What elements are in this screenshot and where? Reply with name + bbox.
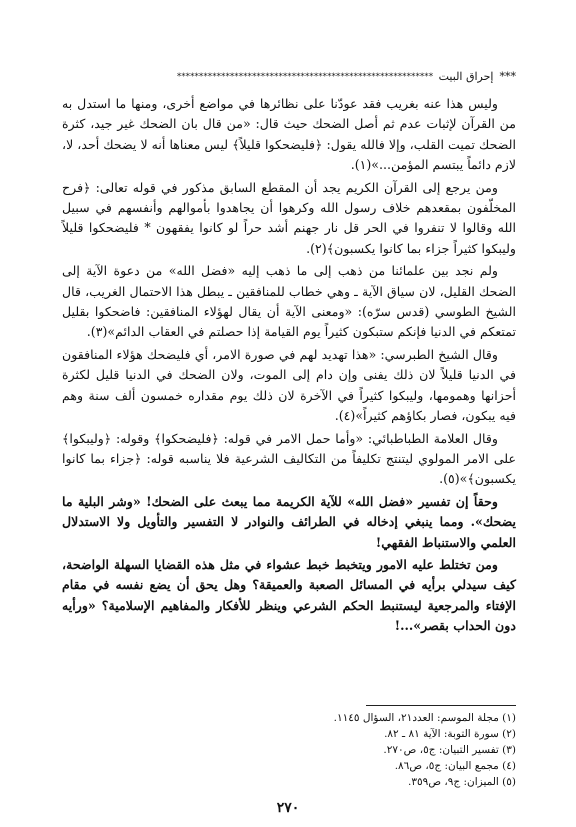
footnote: (٤) مجمع البيان: ج٥، ص٨٦. <box>394 760 516 772</box>
footnote: (٣) تفسير التبيان: ج٥، ص٢٧٠. <box>383 744 516 756</box>
footnote: (١) مجلة الموسم: العدد٢١، السؤال ١١٤٥. <box>333 712 516 724</box>
running-header <box>62 70 516 84</box>
footnote-divider <box>366 705 516 706</box>
footnote: (٥) الميزان: ج٩، ص٣٥٩. <box>408 776 516 788</box>
footnote: (٢) سورة التوبة: الآية ٨١ ـ ٨٢. <box>384 728 516 740</box>
footnotes <box>62 710 516 790</box>
paragraph: ومن يرجع إلى القرآن الكريم يجد أن المقطع السابق مذكور في قوله تعالى: ﴿فرح المخلّفون بمقعدهم خلاف رسول الله وكرهوا أن يجاهدوا بأموالهم وأنفسهم في سبيل الله وقالوا لا تنفروا في الحر قل نار جهنم أشد حراً لو كانوا يفقهون * فليضحكوا قليلاً وليبكوا كثيراً جزاء بما كانوا يكسبون﴾(٢). <box>62 179 516 256</box>
page-number: ٢٧٠ <box>276 800 300 816</box>
paragraph: وقال الشيخ الطبرسي: «هذا تهديد لهم في صورة الامر، أي فليضحك هؤلاء المنافقون في الدنيا قليلاً لان ذلك يفنى وإن دام إلى الموت، ولان الضحك في الدنيا قليل لكثرة أحزانها وهمومها، وليبكوا كثيراً في الآخرة لان ذلك يوم مقداره خمسون ألف سنة وهم فيه يبكون، فصار بكاؤهم كثيراً»(٤). <box>62 346 516 424</box>
paragraph: ولم نجد بين علمائنا من ذهب إلى ما ذهب إليه «فضل الله» من دعوة الآية إلى الضحك القليل، لان سياق الآية ـ وهي خطاب للمنافقين ـ يبطل هذا الاحتمال الغريب، قال الشيخ الطوسي (قدس سرّه): «ومعنى الآية أن يقال لهؤلاء المنافقين: فاضحكوا بقليل تمتعكم في الدنيا فإنكم ستبكون كثيراً يوم القيامة إذا حصلتم في العقاب الدائم»(٣). <box>62 263 516 340</box>
paragraph: وليس هذا عنه بغريب فقد عودّنا على نظائرها في مواضع أخرى، ومنها ما استدل به من القرآن لإثبات عدم ثم أصل الضحك حيث قال: «من قال بان الضحك غير جيد، كثرة الضحك تميت القلب، وإلا فالله يقول: ﴿فليضحكوا قليلاً﴾ ليس معناها أنه لا يضحك أحد، لا، لازم دائماً يبتسم المؤمن...»(١). <box>62 96 516 173</box>
header-marker: *** <box>499 70 516 83</box>
header-rule: ********************************************************** <box>176 72 433 82</box>
paragraph-bold: ومن تختلط عليه الامور ويتخبط خبط عشواء في مثل هذه القضايا السهلة الواضحة، كيف سيدلي برأيه في المسائل الصعبة والعميقة؟ وهل يحق أن يضع نفسه في مقام الإفتاء والمرجعية ليستنبط الحكم الشرعي وينظر للأفكار والمفاهيم الإسلامية؟ «ورأيه دون الحداب بقصر»...! <box>62 556 516 634</box>
header-title: إحراق البيت <box>438 70 494 83</box>
body-text <box>62 94 516 639</box>
paragraph-bold: وحقاً إن تفسير «فضل الله» للآية الكريمة مما يبعث على الضحك! «وشر البلية ما يضحك». ومما ينبغي إدخاله في الطرائف والنوادر لا التفسير والتأويل ولا الاستدلال العلمي والاستنباط الفقهي! <box>62 493 516 550</box>
paragraph: وقال العلامة الطباطبائي: «وأما حمل الامر في قوله: ﴿فليضحكوا﴾ وقوله: ﴿وليبكوا﴾ على الامر المولوي ليتنتج تكليفاً من التكاليف الشرعية فلا يناسبه قوله: ﴿جزاء بما كانوا يكسبون﴾»(٥). <box>62 430 516 487</box>
